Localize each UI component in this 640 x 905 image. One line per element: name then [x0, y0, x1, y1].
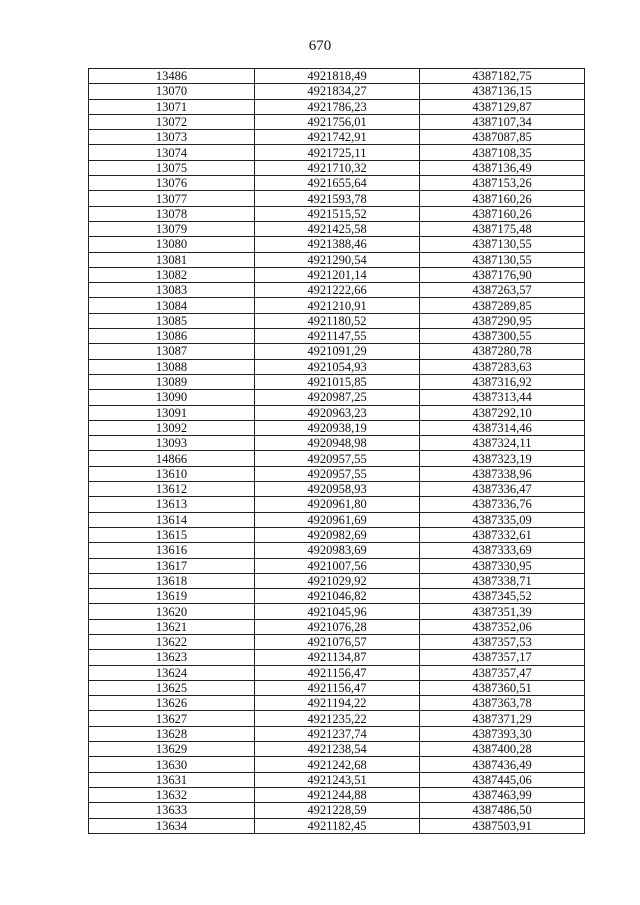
- y-coordinate-cell: 4387175,48: [420, 221, 585, 236]
- x-coordinate-cell: 4921091,29: [255, 344, 420, 359]
- point-number-cell: 13087: [89, 344, 255, 359]
- y-coordinate-cell: 4387503,91: [420, 818, 585, 833]
- x-coordinate-cell: 4921786,23: [255, 99, 420, 114]
- table-row: [89, 451, 585, 466]
- table-row: [89, 803, 585, 818]
- point-number-cell: 13627: [89, 711, 255, 726]
- table-row: [89, 634, 585, 649]
- point-number-cell: 13076: [89, 176, 255, 191]
- point-number-cell: 13084: [89, 298, 255, 313]
- table-row: [89, 772, 585, 787]
- y-coordinate-cell: 4387300,55: [420, 329, 585, 344]
- table-row: [89, 512, 585, 527]
- point-number-cell: 13617: [89, 558, 255, 573]
- y-coordinate-cell: 4387289,85: [420, 298, 585, 313]
- point-number-cell: 13620: [89, 604, 255, 619]
- table-row: [89, 283, 585, 298]
- x-coordinate-cell: 4920958,93: [255, 482, 420, 497]
- table-row: [89, 130, 585, 145]
- x-coordinate-cell: 4921076,28: [255, 619, 420, 634]
- table-row: [89, 787, 585, 802]
- y-coordinate-cell: 4387357,47: [420, 665, 585, 680]
- table-row: [89, 206, 585, 221]
- x-coordinate-cell: 4921238,54: [255, 742, 420, 757]
- table-row: [89, 742, 585, 757]
- x-coordinate-cell: 4921243,51: [255, 772, 420, 787]
- y-coordinate-cell: 4387323,19: [420, 451, 585, 466]
- table-row: [89, 650, 585, 665]
- x-coordinate-cell: 4920982,69: [255, 527, 420, 542]
- x-coordinate-cell: 4921147,55: [255, 329, 420, 344]
- y-coordinate-cell: 4387335,09: [420, 512, 585, 527]
- table-row: [89, 527, 585, 542]
- point-number-cell: 13631: [89, 772, 255, 787]
- point-number-cell: 13624: [89, 665, 255, 680]
- point-number-cell: 13623: [89, 650, 255, 665]
- y-coordinate-cell: 4387313,44: [420, 390, 585, 405]
- y-coordinate-cell: 4387136,15: [420, 84, 585, 99]
- y-coordinate-cell: 4387338,71: [420, 573, 585, 588]
- x-coordinate-cell: 4921015,85: [255, 374, 420, 389]
- x-coordinate-cell: 4921742,91: [255, 130, 420, 145]
- table-row: [89, 420, 585, 435]
- x-coordinate-cell: 4920961,80: [255, 497, 420, 512]
- y-coordinate-cell: 4387463,99: [420, 787, 585, 802]
- x-coordinate-cell: 4921182,45: [255, 818, 420, 833]
- point-number-cell: 13082: [89, 267, 255, 282]
- x-coordinate-cell: 4920938,19: [255, 420, 420, 435]
- table-row: [89, 329, 585, 344]
- y-coordinate-cell: 4387160,26: [420, 206, 585, 221]
- x-coordinate-cell: 4921388,46: [255, 237, 420, 252]
- y-coordinate-cell: 4387316,92: [420, 374, 585, 389]
- point-number-cell: 13622: [89, 634, 255, 649]
- point-number-cell: 13086: [89, 329, 255, 344]
- coordinates-table-body: [89, 69, 585, 834]
- table-row: [89, 114, 585, 129]
- point-number-cell: 13081: [89, 252, 255, 267]
- y-coordinate-cell: 4387292,10: [420, 405, 585, 420]
- x-coordinate-cell: 4920948,98: [255, 436, 420, 451]
- x-coordinate-cell: 4921425,58: [255, 221, 420, 236]
- x-coordinate-cell: 4921237,74: [255, 726, 420, 741]
- point-number-cell: 13613: [89, 497, 255, 512]
- y-coordinate-cell: 4387290,95: [420, 313, 585, 328]
- page-number: 670: [308, 38, 332, 54]
- table-row: [89, 176, 585, 191]
- point-number-cell: 13079: [89, 221, 255, 236]
- point-number-cell: 13630: [89, 757, 255, 772]
- point-number-cell: 13083: [89, 283, 255, 298]
- point-number-cell: 13089: [89, 374, 255, 389]
- x-coordinate-cell: 4921515,52: [255, 206, 420, 221]
- point-number-cell: 13621: [89, 619, 255, 634]
- coordinates-table: [88, 68, 585, 834]
- x-coordinate-cell: 4921710,32: [255, 160, 420, 175]
- table-row: [89, 604, 585, 619]
- y-coordinate-cell: 4387087,85: [420, 130, 585, 145]
- x-coordinate-cell: 4920957,55: [255, 466, 420, 481]
- table-row: [89, 99, 585, 114]
- table-row: [89, 757, 585, 772]
- point-number-cell: 13634: [89, 818, 255, 833]
- y-coordinate-cell: 4387400,28: [420, 742, 585, 757]
- point-number-cell: 13618: [89, 573, 255, 588]
- table-row: [89, 818, 585, 833]
- y-coordinate-cell: 4387176,90: [420, 267, 585, 282]
- x-coordinate-cell: 4921045,96: [255, 604, 420, 619]
- y-coordinate-cell: 4387324,11: [420, 436, 585, 451]
- table-row: [89, 69, 585, 84]
- y-coordinate-cell: 4387182,75: [420, 69, 585, 84]
- table-row: [89, 237, 585, 252]
- point-number-cell: 13091: [89, 405, 255, 420]
- table-row: [89, 359, 585, 374]
- point-number-cell: 13612: [89, 482, 255, 497]
- y-coordinate-cell: 4387108,35: [420, 145, 585, 160]
- y-coordinate-cell: 4387129,87: [420, 99, 585, 114]
- table-row: [89, 221, 585, 236]
- point-number-cell: 13092: [89, 420, 255, 435]
- x-coordinate-cell: 4921593,78: [255, 191, 420, 206]
- table-row: [89, 543, 585, 558]
- table-row: [89, 267, 585, 282]
- point-number-cell: 13088: [89, 359, 255, 374]
- y-coordinate-cell: 4387263,57: [420, 283, 585, 298]
- y-coordinate-cell: 4387351,39: [420, 604, 585, 619]
- point-number-cell: 13072: [89, 114, 255, 129]
- point-number-cell: 14866: [89, 451, 255, 466]
- y-coordinate-cell: 4387314,46: [420, 420, 585, 435]
- table-row: [89, 680, 585, 695]
- x-coordinate-cell: 4921235,22: [255, 711, 420, 726]
- point-number-cell: 13625: [89, 680, 255, 695]
- y-coordinate-cell: 4387160,26: [420, 191, 585, 206]
- x-coordinate-cell: 4921244,88: [255, 787, 420, 802]
- x-coordinate-cell: 4920987,25: [255, 390, 420, 405]
- x-coordinate-cell: 4921655,64: [255, 176, 420, 191]
- table-row: [89, 84, 585, 99]
- y-coordinate-cell: 4387332,61: [420, 527, 585, 542]
- x-coordinate-cell: 4921007,56: [255, 558, 420, 573]
- x-coordinate-cell: 4921156,47: [255, 665, 420, 680]
- y-coordinate-cell: 4387352,06: [420, 619, 585, 634]
- table-row: [89, 313, 585, 328]
- point-number-cell: 13074: [89, 145, 255, 160]
- x-coordinate-cell: 4921290,54: [255, 252, 420, 267]
- point-number-cell: 13628: [89, 726, 255, 741]
- y-coordinate-cell: 4387357,17: [420, 650, 585, 665]
- y-coordinate-cell: 4387363,78: [420, 696, 585, 711]
- y-coordinate-cell: 4387357,53: [420, 634, 585, 649]
- point-number-cell: 13075: [89, 160, 255, 175]
- x-coordinate-cell: 4921201,14: [255, 267, 420, 282]
- y-coordinate-cell: 4387130,55: [420, 252, 585, 267]
- table-row: [89, 726, 585, 741]
- y-coordinate-cell: 4387436,49: [420, 757, 585, 772]
- x-coordinate-cell: 4921210,91: [255, 298, 420, 313]
- x-coordinate-cell: 4921180,52: [255, 313, 420, 328]
- y-coordinate-cell: 4387445,06: [420, 772, 585, 787]
- x-coordinate-cell: 4921222,66: [255, 283, 420, 298]
- point-number-cell: 13073: [89, 130, 255, 145]
- y-coordinate-cell: 4387393,30: [420, 726, 585, 741]
- y-coordinate-cell: 4387360,51: [420, 680, 585, 695]
- table-row: [89, 466, 585, 481]
- x-coordinate-cell: 4921046,82: [255, 589, 420, 604]
- point-number-cell: 13616: [89, 543, 255, 558]
- point-number-cell: 13615: [89, 527, 255, 542]
- table-row: [89, 482, 585, 497]
- point-number-cell: 13085: [89, 313, 255, 328]
- table-row: [89, 390, 585, 405]
- table-row: [89, 374, 585, 389]
- y-coordinate-cell: 4387345,52: [420, 589, 585, 604]
- table-row: [89, 665, 585, 680]
- point-number-cell: 13071: [89, 99, 255, 114]
- point-number-cell: 13080: [89, 237, 255, 252]
- x-coordinate-cell: 4921725,11: [255, 145, 420, 160]
- point-number-cell: 13078: [89, 206, 255, 221]
- x-coordinate-cell: 4920963,23: [255, 405, 420, 420]
- point-number-cell: 13070: [89, 84, 255, 99]
- table-row: [89, 191, 585, 206]
- table-row: [89, 298, 585, 313]
- x-coordinate-cell: 4921054,93: [255, 359, 420, 374]
- table-row: [89, 405, 585, 420]
- point-number-cell: 13626: [89, 696, 255, 711]
- x-coordinate-cell: 4921818,49: [255, 69, 420, 84]
- y-coordinate-cell: 4387136,49: [420, 160, 585, 175]
- x-coordinate-cell: 4921834,27: [255, 84, 420, 99]
- table-row: [89, 558, 585, 573]
- y-coordinate-cell: 4387153,26: [420, 176, 585, 191]
- y-coordinate-cell: 4387336,76: [420, 497, 585, 512]
- x-coordinate-cell: 4921228,59: [255, 803, 420, 818]
- y-coordinate-cell: 4387130,55: [420, 237, 585, 252]
- y-coordinate-cell: 4387280,78: [420, 344, 585, 359]
- table-row: [89, 589, 585, 604]
- point-number-cell: 13614: [89, 512, 255, 527]
- table-row: [89, 619, 585, 634]
- table-row: [89, 436, 585, 451]
- x-coordinate-cell: 4921194,22: [255, 696, 420, 711]
- y-coordinate-cell: 4387486,50: [420, 803, 585, 818]
- x-coordinate-cell: 4921242,68: [255, 757, 420, 772]
- x-coordinate-cell: 4921156,47: [255, 680, 420, 695]
- table-row: [89, 160, 585, 175]
- table-row: [89, 711, 585, 726]
- point-number-cell: 13093: [89, 436, 255, 451]
- y-coordinate-cell: 4387371,29: [420, 711, 585, 726]
- y-coordinate-cell: 4387333,69: [420, 543, 585, 558]
- x-coordinate-cell: 4920961,69: [255, 512, 420, 527]
- point-number-cell: 13486: [89, 69, 255, 84]
- point-number-cell: 13632: [89, 787, 255, 802]
- x-coordinate-cell: 4920983,69: [255, 543, 420, 558]
- table-row: [89, 573, 585, 588]
- x-coordinate-cell: 4921029,92: [255, 573, 420, 588]
- x-coordinate-cell: 4921756,01: [255, 114, 420, 129]
- y-coordinate-cell: 4387336,47: [420, 482, 585, 497]
- table-row: [89, 145, 585, 160]
- x-coordinate-cell: 4920957,55: [255, 451, 420, 466]
- point-number-cell: 13610: [89, 466, 255, 481]
- table-row: [89, 344, 585, 359]
- y-coordinate-cell: 4387330,95: [420, 558, 585, 573]
- point-number-cell: 13090: [89, 390, 255, 405]
- y-coordinate-cell: 4387107,34: [420, 114, 585, 129]
- y-coordinate-cell: 4387338,96: [420, 466, 585, 481]
- point-number-cell: 13077: [89, 191, 255, 206]
- point-number-cell: 13619: [89, 589, 255, 604]
- y-coordinate-cell: 4387283,63: [420, 359, 585, 374]
- x-coordinate-cell: 4921134,87: [255, 650, 420, 665]
- table-row: [89, 252, 585, 267]
- point-number-cell: 13629: [89, 742, 255, 757]
- table-row: [89, 497, 585, 512]
- table-row: [89, 696, 585, 711]
- point-number-cell: 13633: [89, 803, 255, 818]
- x-coordinate-cell: 4921076,57: [255, 634, 420, 649]
